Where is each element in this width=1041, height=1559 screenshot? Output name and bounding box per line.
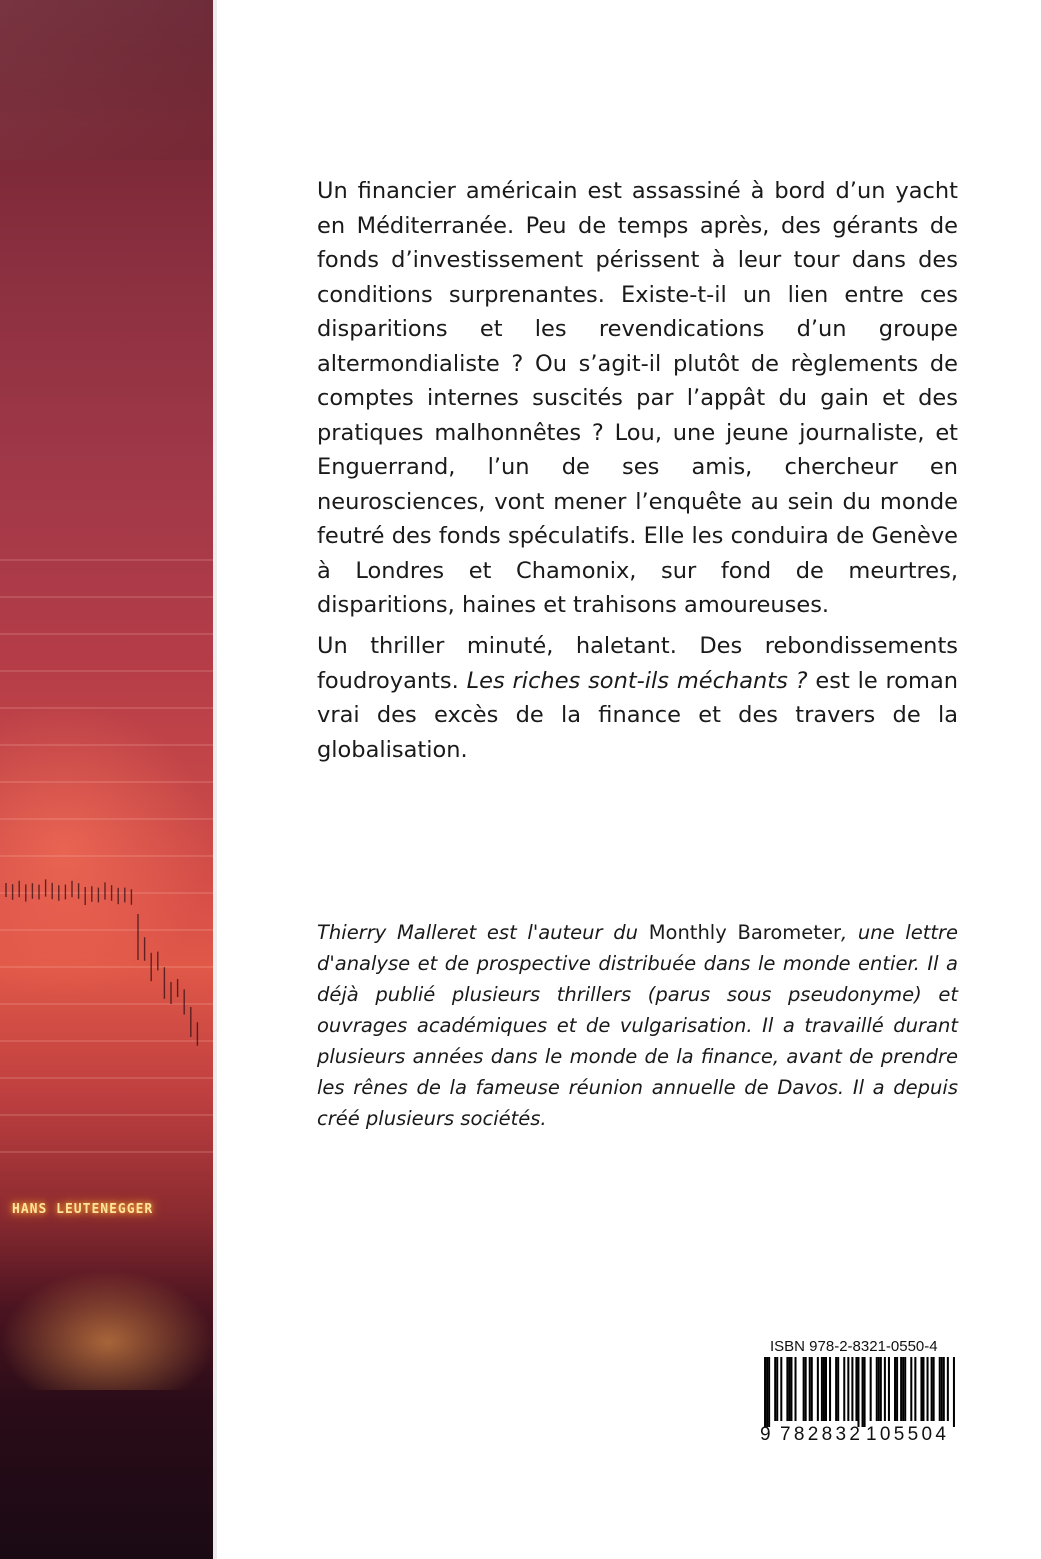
barcode-bar: [878, 1357, 880, 1421]
barcode-bar: [774, 1357, 776, 1421]
barcode-bar: [914, 1357, 916, 1421]
blurb-paragraph-1: Un financier américain est assassiné à bord d’un yacht en Méditerranée. Peu de temps après, des gérants de fonds d’investissement périssent à leur tour dans des conditions surprenantes. Existe-t-il un lien entre ces disparitions et les revendications d’un groupe altermondialiste ? Ou s’agit-il plutôt de règlements de comptes internes suscités par l’appât du gain et des pratiques malhonnêtes ? Lou, une jeune journaliste, et Enguerrand, l’un de ses amis, chercheur en neurosciences, vont mener l’enquête au sein du monde feutré des fonds spéculatifs. Elle les conduira de Genève à Londres et Chamonix, sur fond de meurtres, disparitions, haines et trahisons amoureuses.: [317, 178, 958, 618]
barcode-bar: [811, 1357, 813, 1421]
barcode-bar: [843, 1357, 845, 1421]
barcode-bar: [864, 1357, 866, 1427]
barcode-bar: [803, 1357, 805, 1421]
barcode-bar: [862, 1357, 864, 1427]
barcode-bar: [805, 1357, 807, 1421]
barcode-bar: [847, 1357, 849, 1421]
barcode-bar: [876, 1357, 878, 1421]
barcode-bar: [947, 1357, 949, 1421]
author-bio: [317, 917, 958, 1134]
barcode-bar: [884, 1357, 886, 1421]
barcode-bar: [896, 1357, 898, 1421]
ean-digits: [762, 1424, 957, 1446]
barcode-bar: [823, 1357, 825, 1421]
barcode-bar: [920, 1357, 922, 1421]
ean-first-digit: 9: [760, 1424, 771, 1445]
ean-left-digits: 782832: [780, 1424, 864, 1445]
barcode-bar: [786, 1357, 788, 1421]
barcode-bar: [922, 1357, 924, 1421]
barcode-bar: [788, 1357, 790, 1421]
blurb-2-after-title: est le roman vrai des excès de la finance et des travers de la globalisation.: [317, 667, 958, 763]
cover-side-photo: [0, 0, 215, 1559]
blurb-2-before-title: Un thriller minuté, haletant. Des rebondissements foudroyants.: [317, 633, 958, 694]
barcode-bar: [939, 1357, 941, 1421]
barcode-bar: [855, 1357, 857, 1421]
publication-name: Monthly Barometer: [648, 921, 841, 944]
barcode-bar: [780, 1357, 782, 1421]
barcode-bar: [941, 1357, 943, 1421]
spine-edge: [213, 0, 217, 1559]
barcode-bar: [888, 1357, 890, 1421]
barcode-bar: [900, 1357, 902, 1421]
barcode-bar: [795, 1357, 797, 1421]
barcode-bar: [870, 1357, 872, 1421]
barcode-bars: [762, 1357, 957, 1427]
neon-sign: HANS LEUTENEGGER: [12, 1202, 154, 1217]
barcode-bar: [931, 1357, 933, 1421]
barcode-bar: [809, 1357, 811, 1421]
barcode-bar: [953, 1357, 955, 1427]
barcode-bar: [790, 1357, 792, 1421]
isbn-label: ISBN 978-2-8321-0550-4: [770, 1338, 938, 1355]
barcode-bar: [902, 1357, 904, 1421]
barcode-bar: [927, 1357, 929, 1421]
barcode-bar: [764, 1357, 766, 1427]
barcode-bar: [817, 1357, 819, 1421]
barcode-bar: [766, 1357, 768, 1427]
barcode-bar: [768, 1357, 770, 1427]
barcode-bar: [835, 1357, 837, 1421]
barcode-bar: [880, 1357, 882, 1421]
barcode-bar: [851, 1357, 853, 1421]
barcode-bar: [933, 1357, 935, 1421]
barcode-bar: [825, 1357, 827, 1421]
barcode-bar: [837, 1357, 839, 1421]
isbn-barcode: [762, 1338, 957, 1448]
book-title: Les riches sont-ils méchants ?: [466, 667, 808, 694]
author-bio-part-1: Thierry Malleret est l'auteur du: [317, 921, 649, 944]
barcode-bar: [910, 1357, 912, 1421]
ean-right-digits: 105504: [866, 1424, 950, 1445]
city-lights: [0, 1270, 215, 1390]
barcode-bar: [776, 1357, 778, 1421]
barcode-bar: [904, 1357, 906, 1421]
blurb-paragraph-2: [317, 629, 958, 767]
barcode-bar: [857, 1357, 859, 1427]
barcode-bar: [829, 1357, 831, 1421]
barcode-bar: [894, 1357, 896, 1421]
barcode-bar: [821, 1357, 823, 1421]
barcode-bar: [943, 1357, 945, 1421]
author-bio-part-2: , une lettre d'analyse et de prospective distribuée dans le monde entier. Il a déjà publié plusieurs thrillers (parus sous pseudonyme) et ouvrages académiques et de vulgarisation. Il a travaillé durant plusieurs années dans le monde de la finance, avant de prendre les rênes de la fameuse réunion annuelle de Davos. Il a depuis créé plusieurs sociétés.: [317, 921, 959, 1130]
